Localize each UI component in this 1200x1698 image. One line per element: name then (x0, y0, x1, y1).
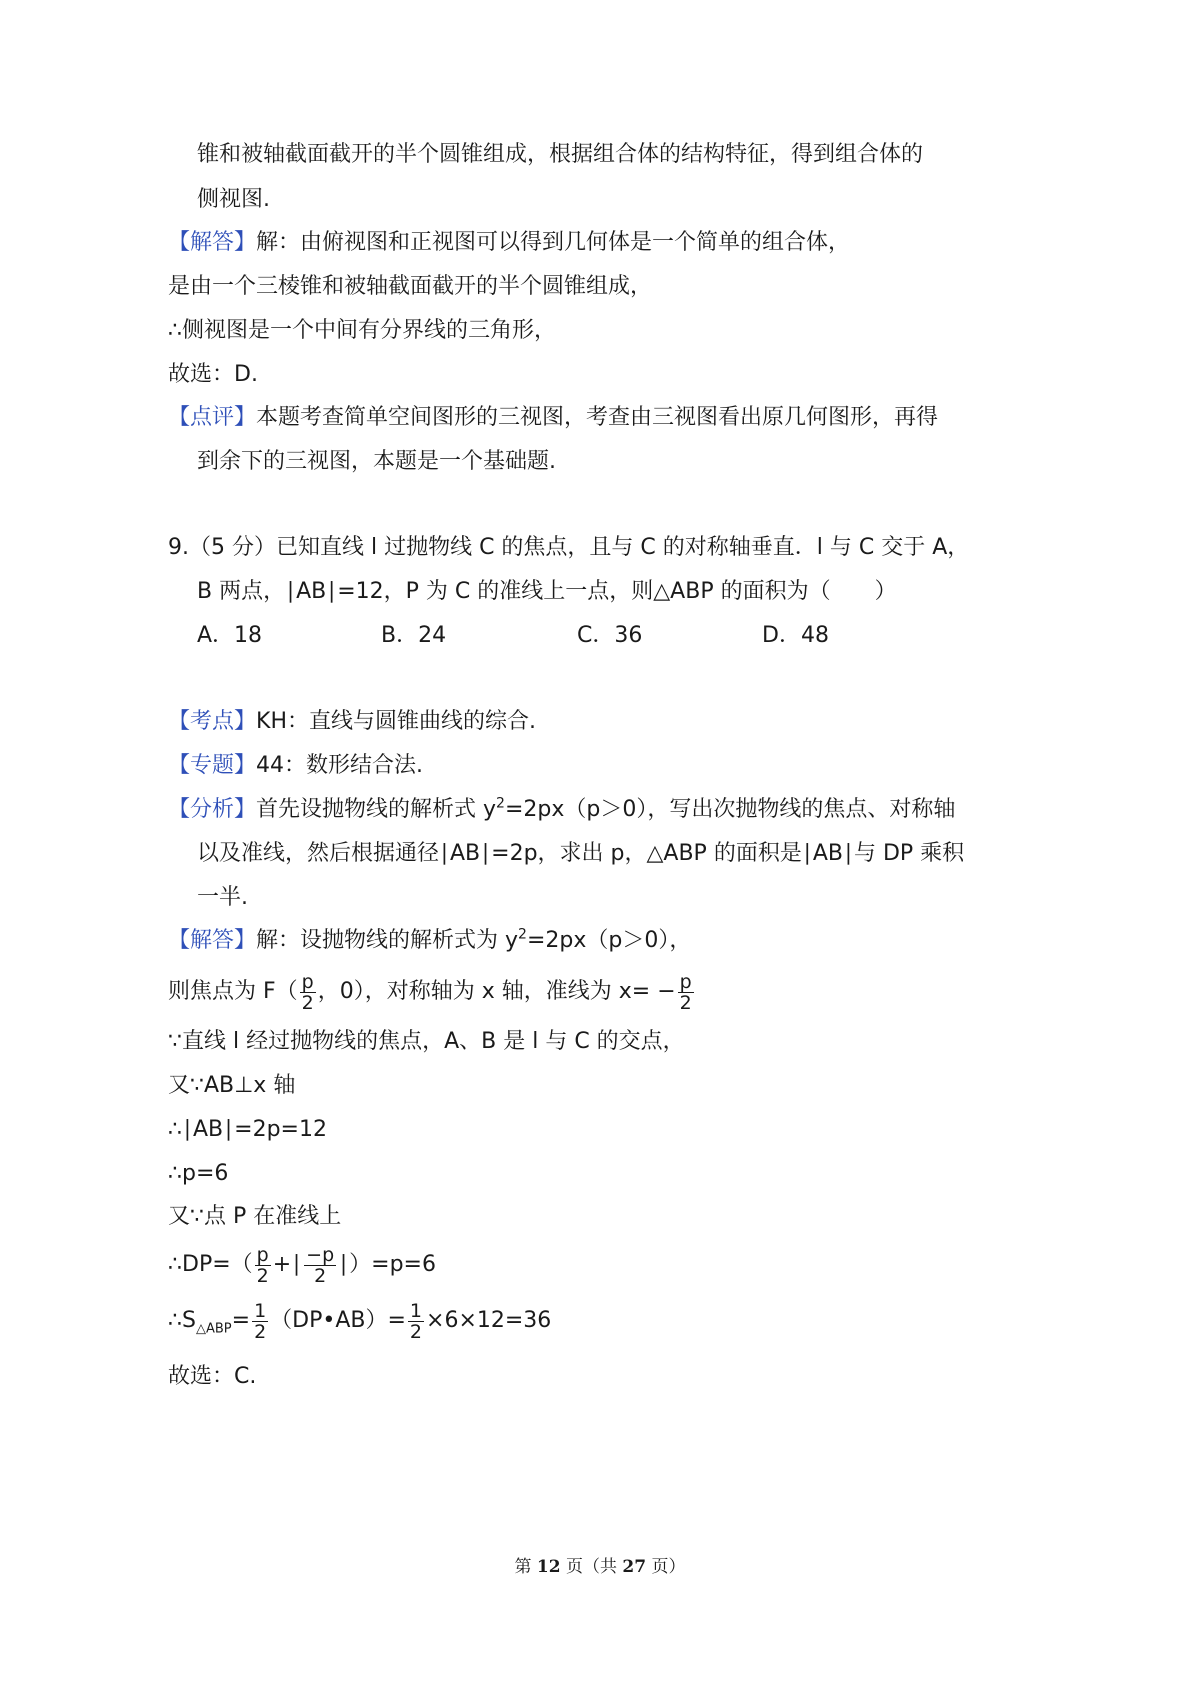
jieda-line-6: ∴p=6 (168, 1161, 229, 1186)
analysis-continuation-line-2: 侧视图. (197, 187, 270, 212)
answer-text-1: 解：由俯视图和正视图可以得到几何体是一个简单的组合体， (256, 230, 851, 255)
frac-numerator: −p (306, 1243, 335, 1266)
jieda-line-10: 故选：C. (168, 1364, 257, 1389)
frac-numerator: 1 (409, 1299, 423, 1322)
jieda-text-9b: = (231, 1308, 251, 1333)
jieda-line-8 (168, 1243, 436, 1287)
answer-line-3: ∴侧视图是一个中间有分界线的三角形， (168, 318, 556, 343)
jieda-line-1 (168, 926, 691, 956)
jieda-text-8a: ∴DP=（ (168, 1252, 253, 1277)
jieda-text-9c: （DP•AB）= (270, 1308, 406, 1333)
frac-numerator: 1 (254, 1299, 267, 1322)
footer-total-pages: 27 (622, 1557, 647, 1577)
review-tag: 【点评】 (168, 405, 257, 430)
answer-line-2: 是由一个三棱锥和被轴截面截开的半个圆锥组成， (168, 274, 653, 299)
jieda-text-8b: +∣ (272, 1252, 303, 1277)
kaodian-tag: 【考点】 (168, 709, 257, 734)
frac-denominator: 2 (254, 1320, 267, 1343)
frac-numerator: p (300, 972, 316, 993)
question-9-line-2: B 两点，∣AB∣=12，P 为 C 的准线上一点，则△ABP 的面积为（ ） (197, 579, 897, 604)
zhuanti-line (168, 751, 423, 781)
option-a: A．18 (197, 623, 263, 648)
frac-denominator: 2 (256, 1264, 269, 1287)
fraction-1-over-2 (252, 1301, 268, 1342)
fenxi-exponent: 2 (496, 795, 505, 812)
fenxi-line-1 (168, 795, 955, 825)
answer-line-4: 故选：D. (168, 362, 258, 387)
fenxi-text-1a: 首先设抛物线的解析式 y (256, 797, 497, 822)
frac-numerator: p (255, 1245, 271, 1266)
fraction-neg-p-over-2 (304, 1245, 336, 1286)
footer-suffix: 页） (646, 1557, 686, 1577)
option-b: B．24 (381, 623, 447, 648)
answer-tag: 【解答】 (168, 230, 257, 255)
jieda-text-8c: ∣）=p=6 (338, 1252, 436, 1277)
review-line-1 (168, 403, 938, 433)
jieda-text-2b: ，0），对称轴为 x 轴，准线为 x= − (317, 979, 676, 1004)
jieda-text-9d: ×6×12=36 (426, 1308, 552, 1333)
footer-prefix: 第 (514, 1557, 537, 1577)
jieda-text-9a: ∴S (168, 1308, 196, 1333)
frac-numerator: p (678, 972, 694, 993)
fenxi-line-3: 一半. (197, 885, 248, 910)
jieda-exponent: 2 (518, 926, 527, 943)
kaodian-line (168, 707, 536, 737)
fenxi-tag: 【分析】 (168, 797, 257, 822)
jieda-line-9 (168, 1299, 551, 1343)
area-subscript: △ABP (195, 1321, 232, 1337)
jieda-tag: 【解答】 (168, 928, 257, 953)
jieda-line-3: ∵直线 l 经过抛物线的焦点，A、B 是 l 与 C 的交点， (168, 1029, 685, 1054)
fraction-p-over-2-b (678, 972, 694, 1013)
option-d: D．48 (762, 623, 829, 648)
answer-line-1 (168, 228, 850, 258)
review-line-2: 到余下的三视图，本题是一个基础题. (197, 449, 556, 474)
jieda-line-5: ∴∣AB∣=2p=12 (168, 1117, 327, 1142)
fraction-p-over-2 (300, 972, 316, 1013)
footer-page-number: 12 (536, 1557, 561, 1577)
jieda-text-2a: 则焦点为 F（ (168, 979, 298, 1004)
footer-mid: 页（共 (560, 1557, 623, 1577)
fenxi-line-2: 以及准线，然后根据通径∣AB∣=2p，求出 p，△ABP 的面积是∣AB∣与 DP 乘积 (197, 841, 965, 866)
kaodian-text: KH：直线与圆锥曲线的综合. (256, 709, 536, 734)
frac-denominator: 2 (314, 1264, 327, 1287)
jieda-text-1a: 解：设抛物线的解析式为 y (256, 928, 519, 953)
option-c: C．36 (577, 623, 643, 648)
jieda-text-1b: =2px（p＞0）， (526, 928, 692, 953)
frac-denominator: 2 (679, 991, 692, 1014)
fraction-1-over-2-b (408, 1301, 424, 1342)
review-text-1: 本题考查简单空间图形的三视图，考查由三视图看出原几何图形，再得 (256, 405, 939, 430)
question-9-line-1: 9.（5 分）已知直线 l 过抛物线 C 的焦点，且与 C 的对称轴垂直．l 与 C 交于 A， (168, 535, 970, 560)
jieda-line-7: 又∵点 P 在准线上 (168, 1204, 342, 1229)
jieda-line-2 (168, 970, 696, 1014)
jieda-line-4: 又∵AB⊥x 轴 (168, 1073, 296, 1098)
zhuanti-text: 44：数形结合法. (256, 753, 424, 778)
page-footer (0, 1552, 1200, 1577)
fenxi-text-1b: =2px（p＞0），写出次抛物线的焦点、对称轴 (504, 797, 956, 822)
fraction-p-over-2-c (255, 1245, 271, 1286)
frac-denominator: 2 (301, 991, 314, 1014)
zhuanti-tag: 【专题】 (168, 753, 257, 778)
frac-denominator: 2 (409, 1320, 423, 1343)
analysis-continuation-line-1: 锥和被轴截面截开的半个圆锥组成，根据组合体的结构特征，得到组合体的 (197, 142, 924, 167)
